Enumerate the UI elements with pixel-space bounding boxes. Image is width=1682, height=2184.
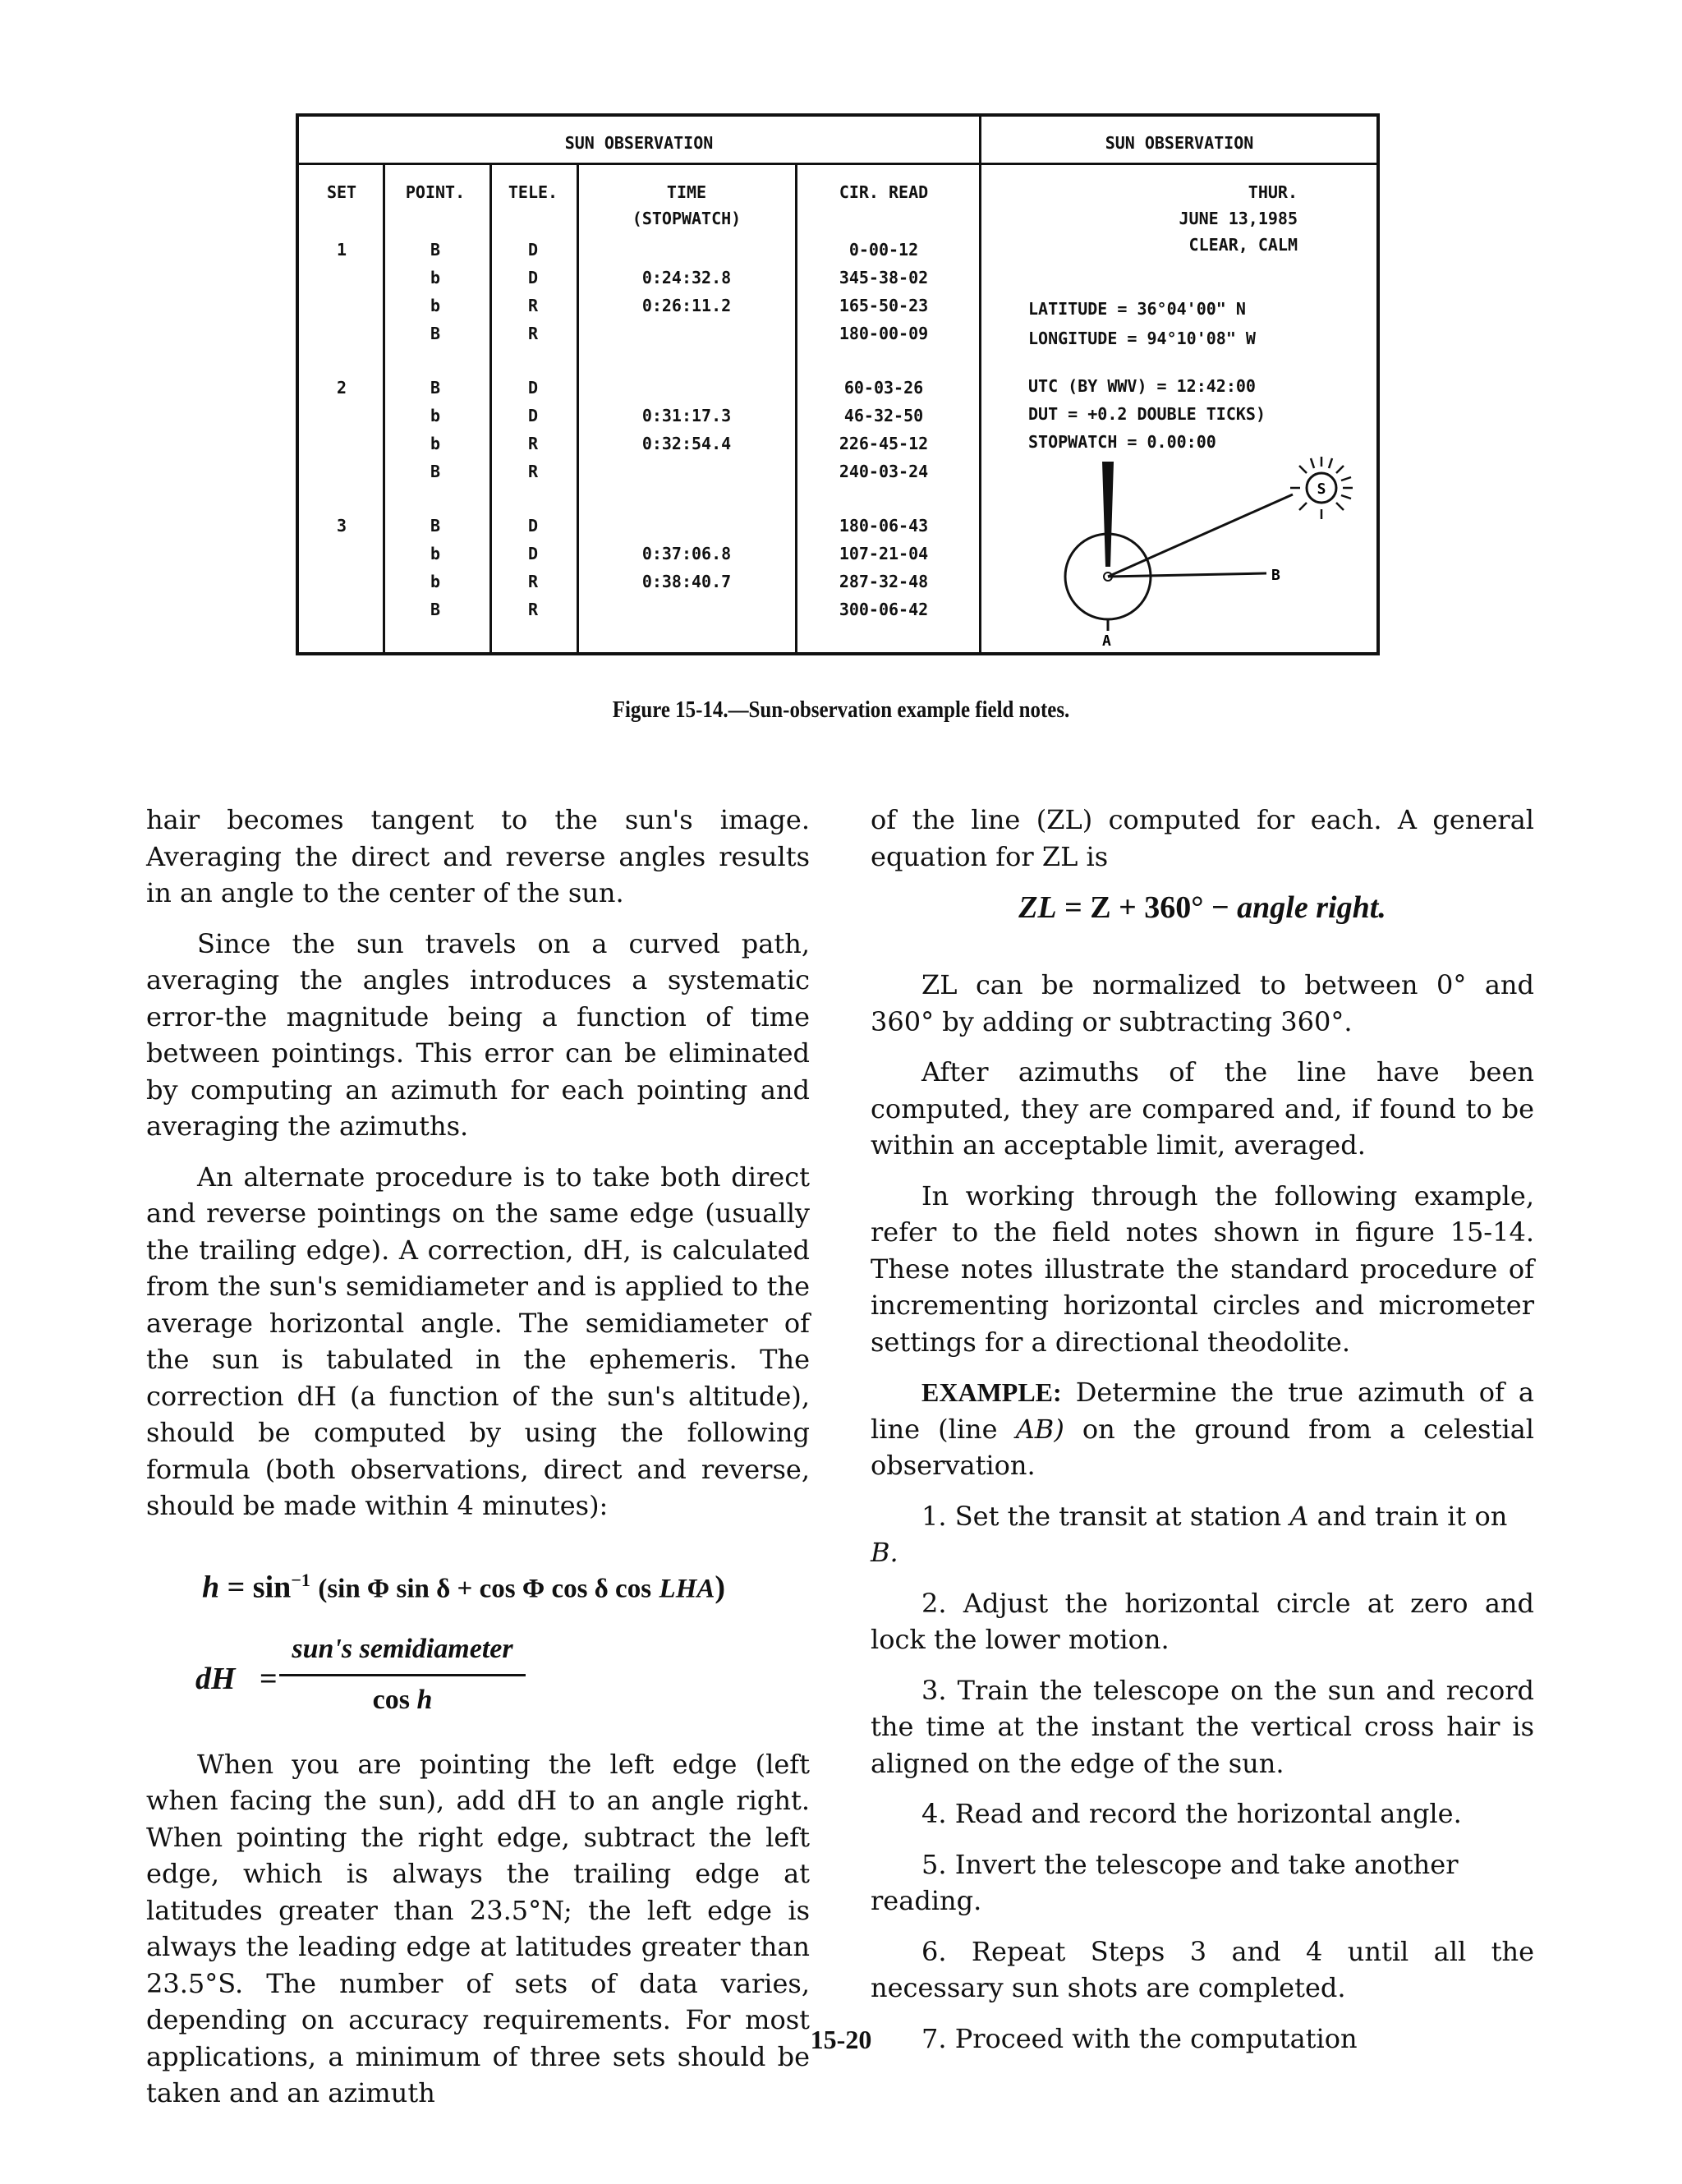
cell-cir-read: 46-32-50	[843, 406, 924, 425]
cell-time: 0:24:32.8	[641, 268, 732, 287]
note-utc: UTC (BY WWV) = 12:42:00	[1028, 376, 1256, 396]
step-4: 4. Read and record the horizontal angle.	[921, 1798, 1462, 1829]
cell-point: b	[430, 406, 441, 425]
cell-tele: R	[527, 572, 539, 591]
note-date: JUNE 13,1985	[1179, 209, 1298, 228]
field-notes-figure	[296, 113, 1380, 655]
cell-cir-read: 226-45-12	[839, 434, 929, 453]
step-2: 2. Adjust the horizontal circle at zero and lock the lower motion.	[871, 1587, 1534, 1655]
cell-cir-read: 165-50-23	[839, 296, 929, 315]
cell-tele: D	[527, 240, 539, 260]
cell-cir-read: 180-00-09	[839, 324, 929, 343]
note-dut: DUT = +0.2 DOUBLE TICKS)	[1028, 404, 1266, 424]
paragraph: An alternate procedure is to take both direct and reverse pointings on the same edge (usually the trailing edge). A correction, dH, is calculated from the sun's semidiameter and is applied to the average horizontal angle. The semidiameter of the sun is tabulated in the ephemeris. The correction dH (a function of the sun's altitude), should be computed by using the following formula (both observations, direct and reverse, should be made within 4 minutes):	[146, 1161, 810, 1521]
cell-set: 3	[336, 516, 347, 536]
cell-tele: R	[527, 600, 539, 619]
zl-formula: ZL = Z + 360° − angle right.	[1018, 890, 1386, 925]
cell-point: b	[430, 544, 441, 563]
station-b-label: B	[1271, 567, 1280, 584]
cell-cir-read: 300-06-42	[839, 600, 929, 619]
note-day: THUR.	[1248, 182, 1298, 202]
left-panel-header: SUN OBSERVATION	[564, 133, 714, 153]
fraction-bar	[279, 1674, 526, 1676]
cell-set: 2	[336, 378, 347, 398]
cell-time: 0:26:11.2	[641, 296, 732, 315]
right-panel-header: SUN OBSERVATION	[1105, 133, 1254, 153]
line-to-b	[1108, 573, 1266, 577]
cell-tele: D	[527, 544, 539, 563]
cell-point: B	[430, 600, 441, 619]
cell-point: B	[430, 324, 441, 343]
cell-tele: R	[527, 434, 539, 453]
cell-point: B	[430, 462, 441, 481]
cell-point: b	[430, 296, 441, 315]
sun-label: S	[1317, 480, 1326, 498]
cell-tele: R	[527, 324, 539, 343]
col-header-point: POINT.	[405, 182, 466, 202]
cell-point: B	[430, 378, 441, 398]
col-header-time: TIME	[666, 182, 707, 202]
cell-time: 0:37:06.8	[641, 544, 732, 563]
cell-tele: R	[527, 462, 539, 481]
station-a-label: A	[1102, 632, 1111, 650]
paragraph: of the line (ZL) computed for each. A general equation for ZL is	[871, 804, 1534, 872]
figure-caption: Figure 15-14.—Sun-observation example field notes.	[612, 697, 1070, 723]
paragraph: ZL can be normalized to between 0° and 360° by adding or subtracting 360°.	[871, 969, 1534, 1037]
page-number: 15-20	[810, 2025, 872, 2054]
step-6: 6. Repeat Steps 3 and 4 until all the necessary sun shots are completed.	[871, 1935, 1534, 2003]
cell-tele: D	[527, 406, 539, 425]
step-1: 1. Set the transit at station A and train it on B.	[871, 1500, 1508, 1568]
step-3: 3. Train the telescope on the sun and record the time at the instant the vertical cross hair is aligned on the edge of the sun.	[871, 1674, 1534, 1779]
col-header-set: SET	[326, 182, 357, 202]
col-header-time-sub: (STOPWATCH)	[632, 209, 742, 228]
cell-point: b	[430, 434, 441, 453]
cell-tele: D	[527, 516, 539, 536]
paragraph: When you are pointing the left edge (left when facing the sun), add dH to an angle right. When pointing the right edge, subtract the left edge, which is always the trailing edge at latitudes greater than 23.5°N; the left edge is always the leading edge at latitudes greater than 23.5°S. The number of sets of data varies, depending on accuracy requirements. For most applications, a minimum of three sets should be taken and an azimuth	[146, 1748, 810, 2108]
cell-tele: D	[527, 378, 539, 398]
note-stopwatch: STOPWATCH = 0.00:00	[1028, 432, 1216, 452]
cell-cir-read: 107-21-04	[839, 544, 929, 563]
cell-cir-read: 60-03-26	[843, 378, 924, 398]
example-paragraph: EXAMPLE: Determine the true azimuth of a line (line AB) on the ground from a celestial observation.	[871, 1377, 1535, 1481]
step-5: 5. Invert the telescope and take another reading.	[871, 1848, 1459, 1916]
cell-tele: D	[527, 268, 539, 287]
left-column	[146, 802, 810, 2126]
step-7: 7. Proceed with the computation	[921, 2022, 1358, 2054]
col-header-tele: TELE.	[508, 182, 558, 202]
cell-time: 0:32:54.4	[641, 434, 732, 453]
paragraph: After azimuths of the line have been computed, they are compared and, if found to be within an acceptable limit, averaged.	[871, 1056, 1534, 1161]
cell-time: 0:38:40.7	[641, 572, 732, 591]
cell-point: B	[430, 516, 441, 536]
note-weather: CLEAR, CALM	[1188, 235, 1298, 255]
col-header-cir: CIR. READ	[839, 182, 929, 202]
cell-cir-read: 345-38-02	[839, 268, 929, 287]
cell-cir-read: 287-32-48	[839, 572, 929, 591]
right-column	[871, 802, 1534, 2071]
north-needle	[1102, 462, 1114, 567]
cell-point: b	[430, 268, 441, 287]
paragraph: Since the sun travels on a curved path, averaging the angles introduces a systematic error-the magnitude being a function of time between pointings. This error can be eliminated by computing an azimuth for each pointing and averaging the azimuths.	[146, 927, 810, 1142]
cell-cir-read: 0-00-12	[848, 240, 919, 260]
cell-time: 0:31:17.3	[641, 406, 732, 425]
note-latitude: LATITUDE = 36°04'00" N	[1028, 299, 1246, 319]
altitude-formula: $h = \sin^{-1} (\sin$ Φ sin δ + cos Φ cos δ cos LHA)	[202, 1569, 726, 1605]
line-to-sun	[1108, 494, 1293, 577]
note-longitude: LONGITUDE = 94°10'08" W	[1028, 329, 1256, 348]
semidiameter-correction-formula: dH = sun's semidiameter cos h	[146, 1631, 810, 1722]
observation-sketch	[299, 117, 1380, 655]
cell-tele: R	[527, 296, 539, 315]
paragraph: hair becomes tangent to the sun's image. Averaging the direct and reverse angles results in an angle to the center of the sun.	[146, 804, 810, 908]
cell-set: 1	[336, 240, 347, 260]
cell-cir-read: 240-03-24	[839, 462, 929, 481]
cell-point: b	[430, 572, 441, 591]
cell-point: B	[430, 240, 441, 260]
cell-cir-read: 180-06-43	[839, 516, 929, 536]
paragraph: In working through the following example, refer to the field notes shown in figure 15-14. These notes illustrate the standard procedure of incrementing horizontal circles and micrometer settings for a directional theodolite.	[871, 1179, 1534, 1358]
